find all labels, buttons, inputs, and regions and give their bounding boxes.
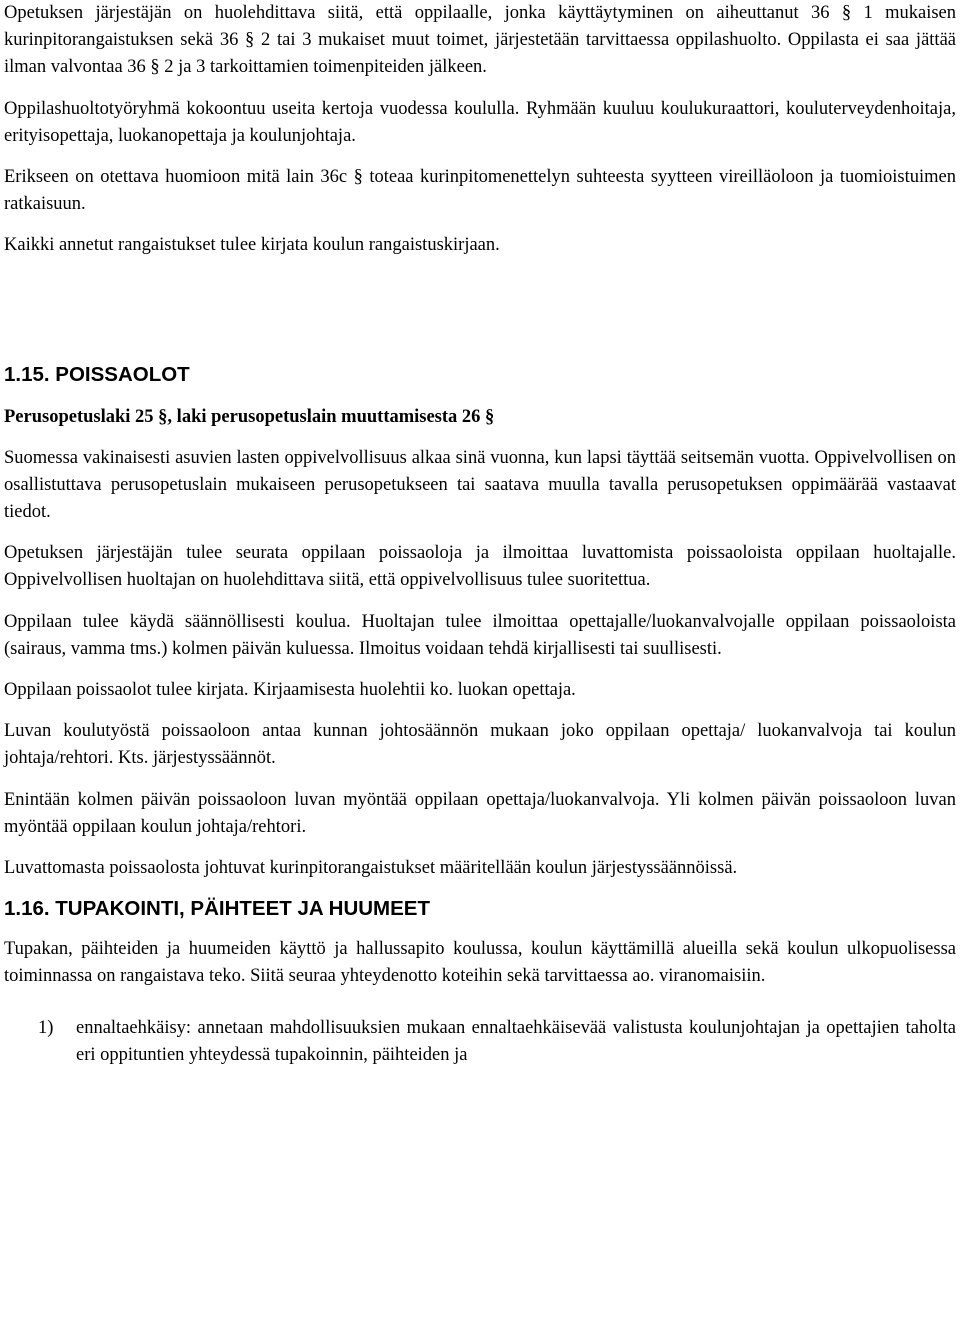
paragraph-kirjaaminen: Oppilaan poissaolot tulee kirjata. Kirjaamisesta huolehtii ko. luokan opettaja. <box>4 680 576 701</box>
paragraph-ilmoitus: Oppilaan tulee käydä säännöllisesti koulua. Huoltajan tulee ilmoittaa opettajalle/luokanvalvojalle oppilaan poissaoloista (sairaus, vamma tms.) kolmen päivän kuluessa. Ilmoitus voidaan tehdä kirjallisesti tai suullisesti. <box>4 611 956 659</box>
document-page <box>4 0 956 1069</box>
paragraph-36c: Erikseen on otettava huomioon mitä lain 36c § toteaa kurinpitomenettelyn suhteesta syytteen vireilläoloon ja tuomioistuimen ratkaisuun. <box>4 167 956 215</box>
paragraph-oppivelvollisuus: Suomessa vakinaisesti asuvien lasten oppivelvollisuus alkaa sinä vuonna, kun lapsi täyttää seitsemän vuotta. Oppivelvollisen on osallistuttava perusopetuslain mukaiseen perusopetukseen tai saatava muulla tavalla perusopetuksen oppimäärää vastaavat tiedot. <box>4 447 956 523</box>
paragraph-seuranta: Opetuksen järjestäjän tulee seurata oppilaan poissaoloja ja ilmoittaa luvattomista poissaoloista oppilaan huoltajalle. Oppivelvollisen huoltajan on huolehdittava siitä, että oppivelvollisuus tulee suoritettua. <box>4 543 956 591</box>
section-heading-tupakointi: 1.16. TUPAKOINTI, PÄIHTEET JA HUUMEET <box>4 897 430 921</box>
list-item-text: ennaltaehkäisy: annetaan mahdollisuuksien mukaan ennaltaehkäisevää valistusta koulunjohtajan ja opettajien taholta eri oppituntien yhteydessä tupakoinnin, päihteiden ja <box>76 1017 956 1065</box>
paragraph-rangaistuskirja: Kaikki annetut rangaistukset tulee kirjata koulun rangaistuskirjaan. <box>4 235 500 256</box>
paragraph-luvan-myontaminen: Enintään kolmen päivän poissaoloon luvan myöntää oppilaan opettaja/luokanvalvoja. Yli kolmen päivän poissaoloon luvan myöntää oppilaan koulun johtaja/rehtori. <box>4 789 956 837</box>
law-reference-heading: Perusopetuslaki 25 §, laki perusopetuslain muuttamisesta 26 § <box>4 406 495 427</box>
paragraph-oppilashuoltotyoryhma: Oppilashuoltotyöryhmä kokoontuu useita kertoja vuodessa koululla. Ryhmään kuuluu koulukuraattori, kouluterveydenhoitaja, erityisopettaja, luokanopettaja ja koulunjohtaja. <box>4 98 956 146</box>
section-heading-poissaolot: 1.15. POISSAOLOT <box>4 362 190 386</box>
paragraph-lupa: Luvan koulutyöstä poissaoloon antaa kunnan johtosäännön mukaan joko oppilaan opettaja/ luokanvalvoja tai koulun johtaja/rehtori. Kts. järjestyssäännöt. <box>4 721 956 769</box>
paragraph-tupakointi: Tupakan, päihteiden ja huumeiden käyttö ja hallussapito koulussa, koulun käyttämillä alueilla sekä koulun ulkopuolisessa toiminnassa on rangaistava teko. Siitä seuraa yhteydenotto koteihin sekä tarvittaessa ao. viranomaisiin. <box>4 939 956 987</box>
list-item-number: 1) <box>38 1017 54 1038</box>
paragraph-oppilashuolto: Opetuksen järjestäjän on huolehdittava siitä, että oppilaalle, jonka käyttäytyminen on aiheuttanut 36 § 1 mukaisen kurinpitorangaistuksen sekä 36 § 2 tai 3 mukaiset muut toimet, järjestetään tarvittaessa oppilashuolto. Oppilasta ei saa jättää ilman valvontaa 36 § 2 ja 3 tarkoittamien toimenpiteiden jälkeen. <box>4 3 956 78</box>
paragraph-luvaton-poissaolo: Luvattomasta poissaolosta johtuvat kurinpitorangaistukset määritellään koulun järjestyssäännöissä. <box>4 858 738 879</box>
list-item <box>4 1015 956 1069</box>
